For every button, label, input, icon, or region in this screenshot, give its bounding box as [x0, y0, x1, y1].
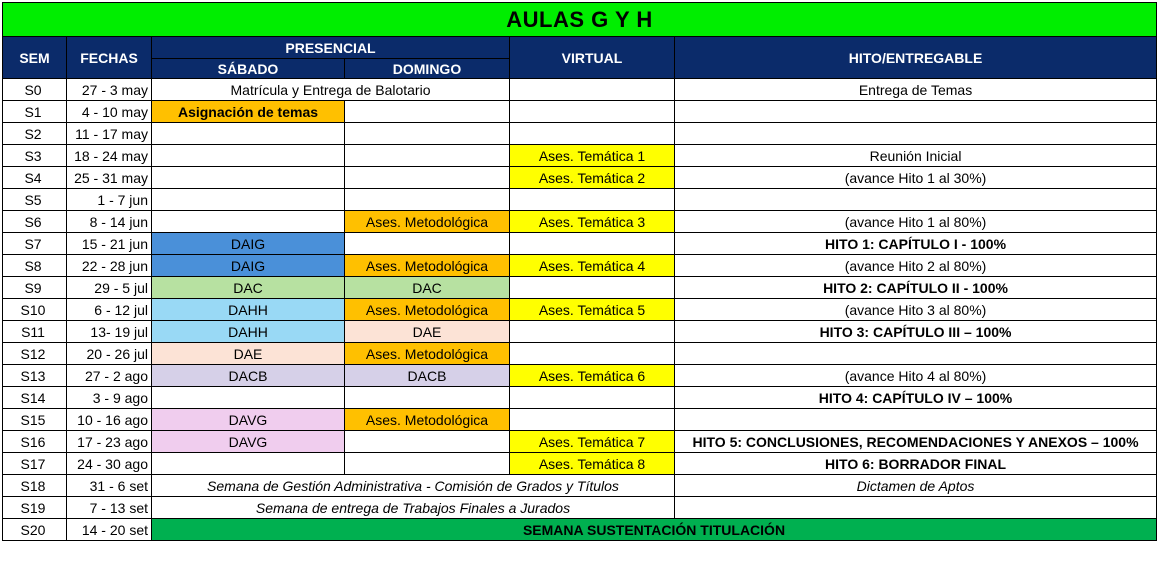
fecha-cell[interactable]: 14 - 20 set [67, 519, 152, 541]
header-sem: SEM [3, 37, 67, 79]
fecha-cell[interactable]: 4 - 10 may [67, 101, 152, 123]
hito-cell[interactable]: Dictamen de Aptos [675, 475, 1157, 497]
table-row [3, 79, 1157, 101]
fecha-cell[interactable]: 17 - 23 ago [67, 431, 152, 453]
sem-cell[interactable]: S16 [3, 431, 67, 453]
header-sabado: SÁBADO [152, 59, 345, 79]
domingo-cell[interactable] [345, 431, 510, 453]
sustentacion-cell[interactable]: SEMANA SUSTENTACIÓN TITULACIÓN [152, 519, 1157, 541]
domingo-cell[interactable] [345, 123, 510, 145]
fecha-cell[interactable]: 6 - 12 jul [67, 299, 152, 321]
table-row [3, 519, 1157, 541]
sem-cell[interactable]: S18 [3, 475, 67, 497]
hito-cell[interactable] [675, 189, 1157, 211]
domingo-cell[interactable]: Ases. Metodológica [345, 255, 510, 277]
hito-cell[interactable] [675, 101, 1157, 123]
sem-cell[interactable]: S6 [3, 211, 67, 233]
hito-cell[interactable]: (avance Hito 2 al 80%) [675, 255, 1157, 277]
table-row [3, 277, 1157, 299]
table-row [3, 145, 1157, 167]
table-row [3, 409, 1157, 431]
table-row [3, 343, 1157, 365]
table-row [3, 299, 1157, 321]
hito-cell[interactable]: HITO 5: CONCLUSIONES, RECOMENDACIONES Y ANEXOS – 100% [675, 431, 1157, 453]
domingo-cell[interactable] [345, 101, 510, 123]
virtual-cell[interactable] [510, 189, 675, 211]
sabado-cell[interactable] [152, 123, 345, 145]
fecha-cell[interactable]: 29 - 5 jul [67, 277, 152, 299]
virtual-cell[interactable]: Ases. Temática 4 [510, 255, 675, 277]
presencial-cell[interactable]: Matrícula y Entrega de Balotario [152, 79, 510, 101]
fecha-cell[interactable]: 27 - 2 ago [67, 365, 152, 387]
sabado-cell[interactable] [152, 211, 345, 233]
sabado-cell[interactable]: DAVG [152, 409, 345, 431]
virtual-cell[interactable] [510, 277, 675, 299]
hito-cell[interactable]: (avance Hito 3 al 80%) [675, 299, 1157, 321]
sem-cell[interactable]: S17 [3, 453, 67, 475]
virtual-cell[interactable]: Ases. Temática 1 [510, 145, 675, 167]
domingo-cell[interactable]: Ases. Metodológica [345, 211, 510, 233]
virtual-cell[interactable]: Ases. Temática 5 [510, 299, 675, 321]
table-row [3, 431, 1157, 453]
sem-cell[interactable]: S5 [3, 189, 67, 211]
virtual-cell[interactable] [510, 101, 675, 123]
sem-cell[interactable]: S4 [3, 167, 67, 189]
virtual-cell[interactable] [510, 233, 675, 255]
domingo-cell[interactable] [345, 145, 510, 167]
table-row [3, 453, 1157, 475]
domingo-cell[interactable] [345, 387, 510, 409]
hito-cell[interactable]: (avance Hito 4 al 80%) [675, 365, 1157, 387]
virtual-cell[interactable] [510, 343, 675, 365]
sem-cell[interactable]: S13 [3, 365, 67, 387]
hito-cell[interactable] [675, 409, 1157, 431]
sabado-cell[interactable] [152, 387, 345, 409]
sem-cell[interactable]: S1 [3, 101, 67, 123]
sabado-cell[interactable] [152, 145, 345, 167]
table-row [3, 101, 1157, 123]
sem-cell[interactable]: S11 [3, 321, 67, 343]
sem-cell[interactable]: S3 [3, 145, 67, 167]
header-fechas: FECHAS [67, 37, 152, 79]
sheet-title: AULAS G Y H [3, 3, 1157, 37]
domingo-cell[interactable] [345, 453, 510, 475]
sabado-cell[interactable]: DAHH [152, 299, 345, 321]
hito-cell[interactable]: HITO 2: CAPÍTULO II - 100% [675, 277, 1157, 299]
virtual-cell[interactable]: Ases. Temática 6 [510, 365, 675, 387]
table-row [3, 497, 1157, 519]
header-domingo: DOMINGO [345, 59, 510, 79]
table-row [3, 211, 1157, 233]
header-hito: HITO/ENTREGABLE [675, 37, 1157, 79]
domingo-cell[interactable] [345, 233, 510, 255]
fecha-cell[interactable]: 10 - 16 ago [67, 409, 152, 431]
sem-cell[interactable]: S19 [3, 497, 67, 519]
table-row [3, 167, 1157, 189]
activity-cell[interactable]: Semana de Gestión Administrativa - Comisión de Grados y Títulos [152, 475, 675, 497]
schedule-sheet [2, 2, 1156, 541]
table-row [3, 365, 1157, 387]
virtual-cell[interactable] [510, 79, 675, 101]
table-row [3, 123, 1157, 145]
table-row [3, 321, 1157, 343]
sabado-cell[interactable]: DAIG [152, 255, 345, 277]
hito-cell[interactable]: HITO 1: CAPÍTULO I - 100% [675, 233, 1157, 255]
table-row [3, 255, 1157, 277]
sem-cell[interactable]: S20 [3, 519, 67, 541]
table-row [3, 475, 1157, 497]
fecha-cell[interactable]: 20 - 26 jul [67, 343, 152, 365]
sabado-cell[interactable] [152, 167, 345, 189]
virtual-cell[interactable]: Ases. Temática 8 [510, 453, 675, 475]
hito-cell[interactable]: HITO 6: BORRADOR FINAL [675, 453, 1157, 475]
hito-cell[interactable] [675, 123, 1157, 145]
fecha-cell[interactable]: 31 - 6 set [67, 475, 152, 497]
sabado-cell[interactable]: DAHH [152, 321, 345, 343]
virtual-cell[interactable]: Ases. Temática 3 [510, 211, 675, 233]
activity-cell[interactable]: Semana de entrega de Trabajos Finales a Jurados [152, 497, 675, 519]
domingo-cell[interactable]: DAE [345, 321, 510, 343]
sem-cell[interactable]: S10 [3, 299, 67, 321]
fecha-cell[interactable]: 22 - 28 jun [67, 255, 152, 277]
sabado-cell[interactable]: DACB [152, 365, 345, 387]
fecha-cell[interactable]: 11 - 17 may [67, 123, 152, 145]
header-presencial: PRESENCIAL [152, 37, 510, 59]
sabado-cell[interactable]: DAE [152, 343, 345, 365]
domingo-cell[interactable]: DACB [345, 365, 510, 387]
sabado-cell[interactable] [152, 453, 345, 475]
hito-cell[interactable]: Entrega de Temas [675, 79, 1157, 101]
domingo-cell[interactable]: Ases. Metodológica [345, 299, 510, 321]
sem-cell[interactable]: S0 [3, 79, 67, 101]
domingo-cell[interactable]: DAC [345, 277, 510, 299]
virtual-cell[interactable] [510, 387, 675, 409]
fecha-cell[interactable]: 3 - 9 ago [67, 387, 152, 409]
virtual-cell[interactable]: Ases. Temática 7 [510, 431, 675, 453]
sem-cell[interactable]: S12 [3, 343, 67, 365]
hito-cell[interactable]: HITO 4: CAPÍTULO IV – 100% [675, 387, 1157, 409]
domingo-cell[interactable] [345, 167, 510, 189]
domingo-cell[interactable] [345, 189, 510, 211]
fecha-cell[interactable]: 13- 19 jul [67, 321, 152, 343]
fecha-cell[interactable]: 18 - 24 may [67, 145, 152, 167]
fecha-cell[interactable]: 7 - 13 set [67, 497, 152, 519]
hito-cell[interactable]: (avance Hito 1 al 80%) [675, 211, 1157, 233]
virtual-cell[interactable]: Ases. Temática 2 [510, 167, 675, 189]
virtual-cell[interactable] [510, 123, 675, 145]
table-row [3, 233, 1157, 255]
fecha-cell[interactable]: 15 - 21 jun [67, 233, 152, 255]
hito-cell[interactable]: Reunión Inicial [675, 145, 1157, 167]
sabado-cell[interactable]: Asignación de temas [152, 101, 345, 123]
sem-cell[interactable]: S14 [3, 387, 67, 409]
fecha-cell[interactable]: 1 - 7 jun [67, 189, 152, 211]
sabado-cell[interactable]: DAVG [152, 431, 345, 453]
virtual-cell[interactable] [510, 321, 675, 343]
domingo-cell[interactable]: Ases. Metodológica [345, 409, 510, 431]
sabado-cell[interactable]: DAIG [152, 233, 345, 255]
fecha-cell[interactable]: 8 - 14 jun [67, 211, 152, 233]
sem-cell[interactable]: S9 [3, 277, 67, 299]
schedule-table [2, 2, 1157, 541]
sabado-cell[interactable]: DAC [152, 277, 345, 299]
table-row [3, 189, 1157, 211]
sem-cell[interactable]: S7 [3, 233, 67, 255]
sem-cell[interactable]: S2 [3, 123, 67, 145]
hito-cell[interactable]: HITO 3: CAPÍTULO III – 100% [675, 321, 1157, 343]
hito-cell[interactable]: (avance Hito 1 al 30%) [675, 167, 1157, 189]
sabado-cell[interactable] [152, 189, 345, 211]
fecha-cell[interactable]: 25 - 31 may [67, 167, 152, 189]
sem-cell[interactable]: S15 [3, 409, 67, 431]
fecha-cell[interactable]: 27 - 3 may [67, 79, 152, 101]
header-virtual: VIRTUAL [510, 37, 675, 79]
sem-cell[interactable]: S8 [3, 255, 67, 277]
hito-cell[interactable] [675, 343, 1157, 365]
hito-cell[interactable] [675, 497, 1157, 519]
virtual-cell[interactable] [510, 409, 675, 431]
fecha-cell[interactable]: 24 - 30 ago [67, 453, 152, 475]
domingo-cell[interactable]: Ases. Metodológica [345, 343, 510, 365]
table-row [3, 387, 1157, 409]
